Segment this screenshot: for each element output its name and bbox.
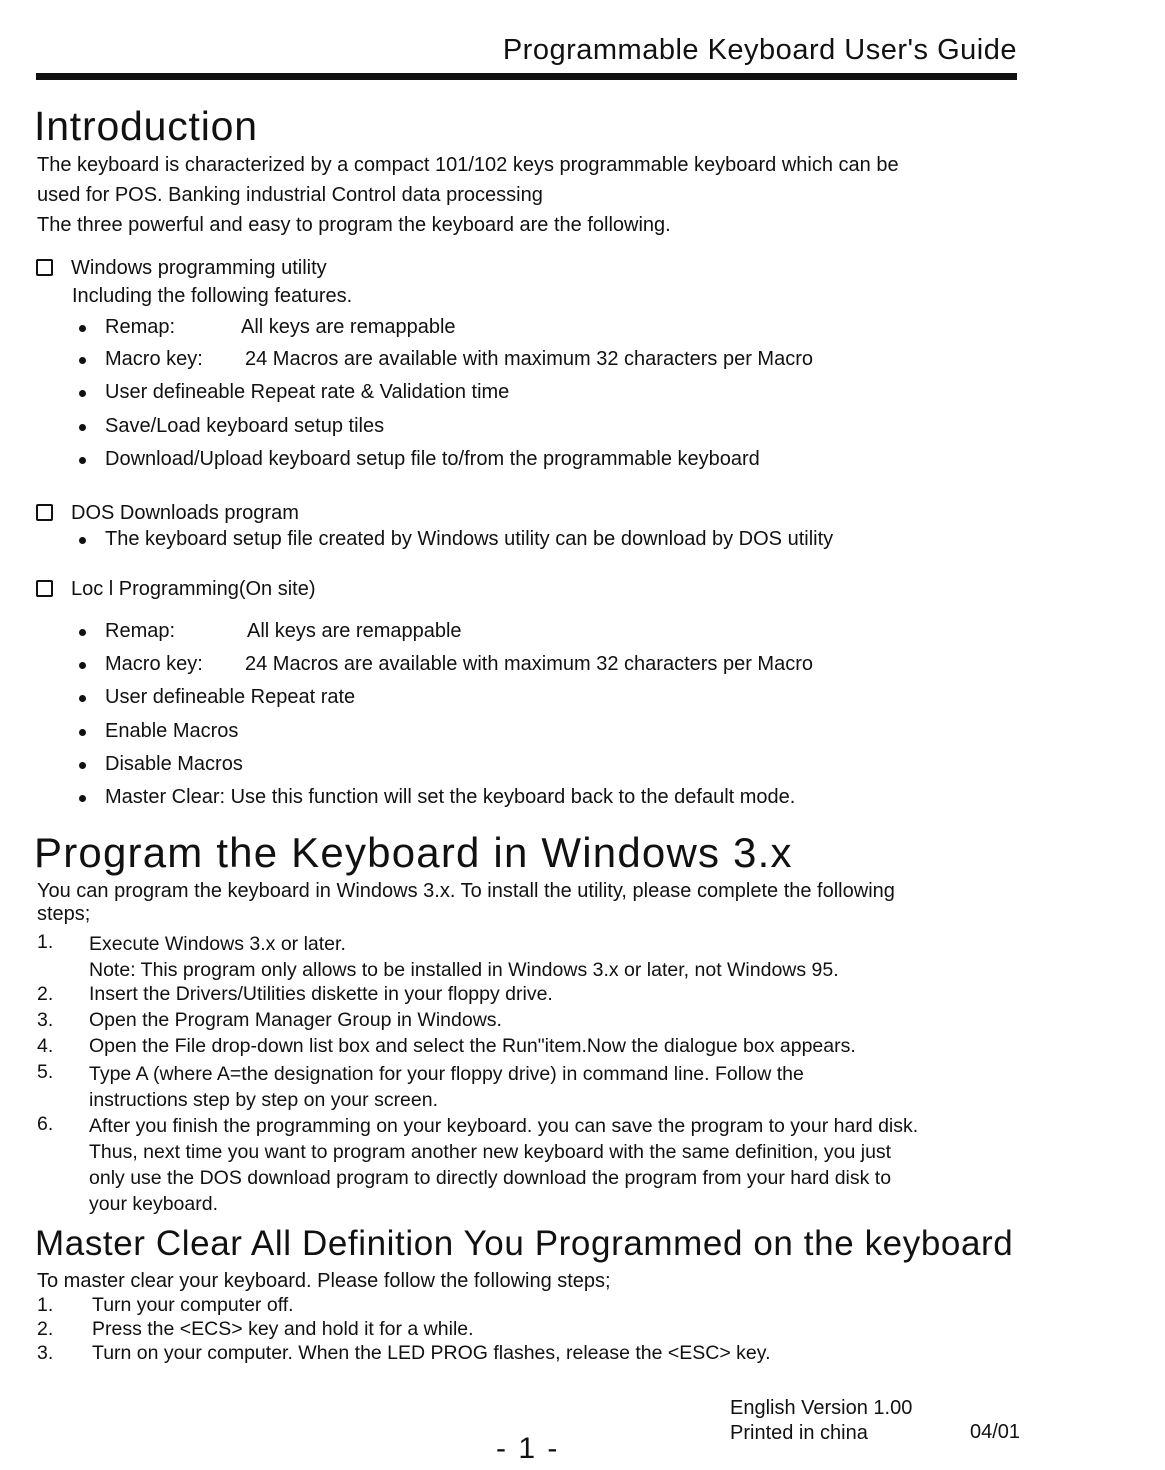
- bullet-text: User defineable Repeat rate & Validation time: [105, 381, 510, 403]
- bullet-text: 24 Macros are available with maximum 32 characters per Macro: [245, 348, 813, 370]
- bullet-text: The keyboard setup file created by Windows utility can be download by DOS utility: [105, 528, 834, 550]
- checkbox-icon: [36, 259, 53, 276]
- step-text: Thus, next time you want to program another new keyboard with the same definition, you just: [89, 1141, 892, 1163]
- step-number: 6.: [37, 1113, 54, 1135]
- bullet-icon: [79, 662, 86, 669]
- bullet-term: Remap:: [105, 620, 176, 642]
- intro-line: The keyboard is characterized by a compact 101/102 keys programmable keyboard which can be: [37, 154, 899, 176]
- bullet-icon: [79, 357, 86, 364]
- bullet-icon: [79, 390, 86, 397]
- dos-downloads-label: DOS Downloads program: [71, 502, 299, 524]
- step-text: your keyboard.: [89, 1193, 218, 1215]
- master-clear-intro: To master clear your keyboard. Please follow the following steps;: [37, 1270, 611, 1292]
- windows-utility-subtitle: Including the following features.: [72, 285, 353, 307]
- bullet-text: 24 Macros are available with maximum 32 characters per Macro: [245, 653, 813, 675]
- page-number: - 1 -: [496, 1432, 560, 1465]
- bullet-icon: [79, 424, 86, 431]
- bullet-icon: [79, 795, 86, 802]
- step-text: Turn your computer off.: [92, 1294, 294, 1316]
- local-programming-label: Loc l Programming(On site): [71, 578, 316, 600]
- step-text: Press the <ECS> key and hold it for a while.: [92, 1318, 474, 1340]
- footer-version: English Version 1.00: [730, 1397, 913, 1419]
- bullet-text: All keys are remappable: [241, 316, 456, 338]
- windows-intro-line: You can program the keyboard in Windows 3.x. To install the utility, please complete the following: [37, 880, 895, 902]
- bullet-text: User defineable Repeat rate: [105, 686, 356, 708]
- bullet-text: All keys are remappable: [247, 620, 462, 642]
- windows-section-intro: [37, 880, 1047, 926]
- footer-date: 04/01: [970, 1421, 1021, 1443]
- step-number: 4.: [37, 1035, 54, 1057]
- introduction-heading: Introduction: [34, 103, 258, 149]
- bullet-term: Remap:: [105, 316, 176, 338]
- bullet-icon: [79, 537, 86, 544]
- step-text: instructions step by step on your screen.: [89, 1089, 439, 1111]
- step-number: 2.: [37, 1318, 54, 1340]
- bullet-term: Macro key:: [105, 653, 203, 675]
- bullet-text: Disable Macros: [105, 753, 243, 775]
- bullet-icon: [79, 457, 86, 464]
- step-number: 1.: [37, 931, 54, 953]
- running-header-title: Programmable Keyboard User's Guide: [502, 34, 1017, 66]
- step-text: Turn on your computer. When the LED PROG flashes, release the <ESC> key.: [92, 1342, 771, 1364]
- windows-intro-line: steps;: [37, 903, 91, 925]
- bullet-icon: [79, 325, 86, 332]
- step-text: After you finish the programming on your keyboard. you can save the program to your hard disk.: [89, 1115, 919, 1137]
- step-text: Type A (where A=the designation for your floppy drive) in command line. Follow the: [89, 1063, 804, 1085]
- step-text: Open the Program Manager Group in Windows.: [89, 1009, 502, 1031]
- bullet-icon: [79, 729, 86, 736]
- bullet-text: Enable Macros: [105, 720, 239, 742]
- header-rule: [36, 73, 1017, 80]
- bullet-text: Save/Load keyboard setup tiles: [105, 415, 385, 437]
- bullet-icon: [79, 629, 86, 636]
- windows-utility-label: Windows programming utility: [71, 257, 327, 279]
- step-number: 3.: [37, 1342, 54, 1364]
- footer-version-block: [730, 1396, 912, 1446]
- introduction-paragraph: [37, 150, 1047, 240]
- bullet-icon: [79, 695, 86, 702]
- windows-section-heading: Program the Keyboard in Windows 3.x: [34, 829, 793, 876]
- footer-printed: Printed in china: [730, 1422, 868, 1444]
- step-text: Open the File drop-down list box and select the Run"item.Now the dialogue box appears.: [89, 1035, 856, 1057]
- bullet-term: Macro key:: [105, 348, 203, 370]
- step-number: 1.: [37, 1294, 54, 1316]
- checkbox-icon: [36, 580, 53, 597]
- step-text: Execute Windows 3.x or later.: [89, 933, 346, 955]
- bullet-icon: [79, 762, 86, 769]
- step-number: 2.: [37, 983, 54, 1005]
- intro-line: used for POS. Banking industrial Control data processing: [37, 184, 543, 206]
- step-text: Insert the Drivers/Utilities diskette in your floppy drive.: [89, 983, 553, 1005]
- step-text: only use the DOS download program to directly download the program from your hard disk to: [89, 1167, 892, 1189]
- bullet-text: Master Clear: Use this function will set the keyboard back to the default mode.: [105, 786, 796, 808]
- step-text: Note: This program only allows to be installed in Windows 3.x or later, not Windows 95.: [89, 959, 839, 981]
- bullet-text: Download/Upload keyboard setup file to/from the programmable keyboard: [105, 448, 760, 470]
- master-clear-heading: Master Clear All Definition You Programmed on the keyboard: [35, 1224, 1014, 1263]
- intro-line: The three powerful and easy to program the keyboard are the following.: [37, 214, 671, 236]
- checkbox-icon: [36, 504, 53, 521]
- step-number: 5.: [37, 1061, 54, 1083]
- step-number: 3.: [37, 1009, 54, 1031]
